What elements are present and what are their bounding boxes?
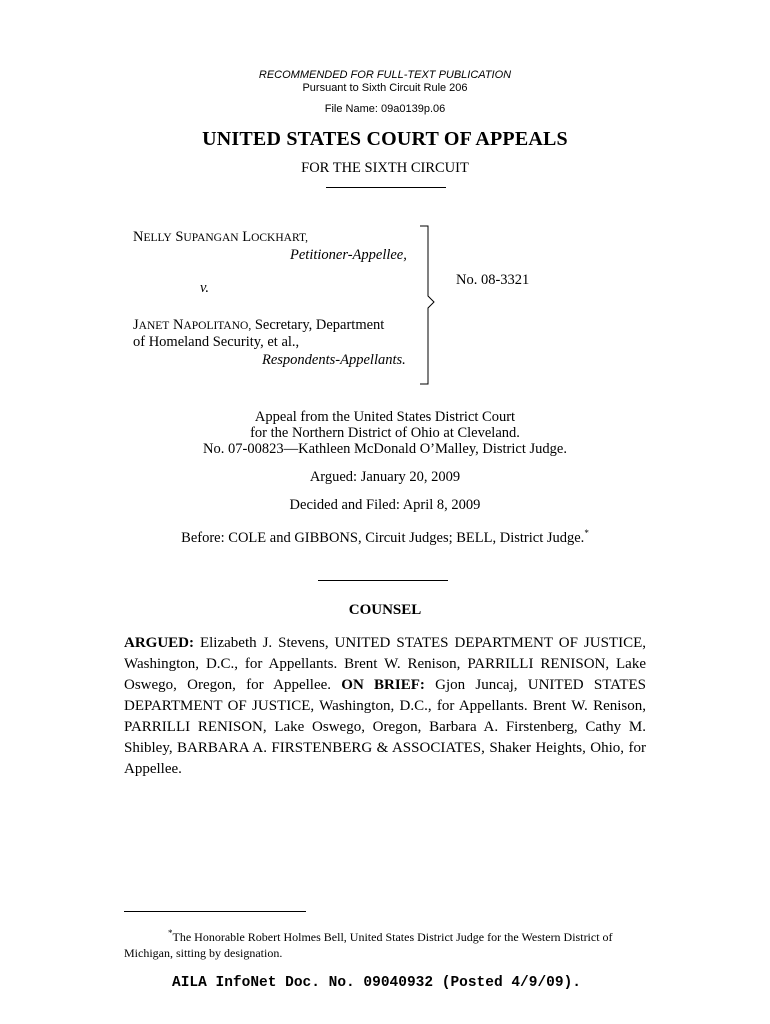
- counsel-paragraph: ARGUED: Elizabeth J. Stevens, UNITED STATES DEPARTMENT OF JUSTICE, Washington, D.C., for Appellants. Brent W. Renison, PARRILLI RENISON, Lake Oswego, Oregon, for Appellee. ON BRIEF: Gjon Juncaj, UNITED STATES DEPARTMENT OF JUSTICE, Washington, D.C., for Appellants. Brent W. Renison, PARRILLI RENISON, Lake Oswego, Oregon, Barbara A. Firstenberg, Cathy M. Shibley, BARBARA A. FIRSTENBERG & ASSOCIATES, Shaker Heights, Ohio, for Appellee.: [124, 635, 646, 777]
- title-divider: [326, 187, 446, 188]
- court-circuit: FOR THE SIXTH CIRCUIT: [301, 160, 469, 176]
- panel-judges: Before: COLE and GIBBONS, Circuit Judges; BELL, District Judge.*: [181, 528, 589, 546]
- argued-label: ARGUED:: [124, 635, 194, 651]
- decided-date: Decided and Filed: April 8, 2009: [289, 497, 481, 513]
- footnote-divider: [124, 911, 306, 912]
- appeal-line-1: Appeal from the United States District Court: [254, 409, 516, 425]
- appeal-line-3: No. 07-00823—Kathleen McDonald O’Malley, District Judge.: [203, 441, 567, 457]
- argued-date: Argued: January 20, 2009: [309, 469, 461, 485]
- appeal-line-2: for the Northern District of Ohio at Cleveland.: [250, 425, 520, 441]
- on-brief-label: ON BRIEF:: [341, 677, 425, 693]
- footnote: *The Honorable Robert Holmes Bell, United States District Judge for the Western District of Michigan, sitting by designation.: [124, 928, 613, 960]
- versus: v.: [200, 280, 209, 296]
- publication-recommendation: RECOMMENDED FOR FULL-TEXT PUBLICATION: [258, 69, 512, 81]
- file-name: File Name: 09a0139p.06: [324, 103, 446, 115]
- section-divider: [318, 580, 448, 581]
- publication-rule: Pursuant to Sixth Circuit Rule 206: [302, 82, 468, 94]
- court-title: UNITED STATES COURT OF APPEALS: [202, 128, 568, 150]
- footnote-marker: *: [584, 528, 589, 538]
- petitioner-role: Petitioner-Appellee,: [290, 247, 407, 263]
- respondent-name: JANET NAPOLITANO, Secretary, Department: [133, 317, 385, 333]
- caption-brace: [418, 224, 438, 388]
- counsel-heading: COUNSEL: [348, 602, 422, 618]
- case-number: No. 08-3321: [456, 272, 530, 288]
- petitioner-name: NELLY SUPANGAN LOCKHART,: [133, 229, 308, 245]
- aila-stamp: AILA InfoNet Doc. No. 09040932 (Posted 4/9/09).: [172, 975, 581, 991]
- respondent-line2: of Homeland Security, et al.,: [133, 334, 300, 350]
- respondent-role: Respondents-Appellants.: [262, 352, 406, 368]
